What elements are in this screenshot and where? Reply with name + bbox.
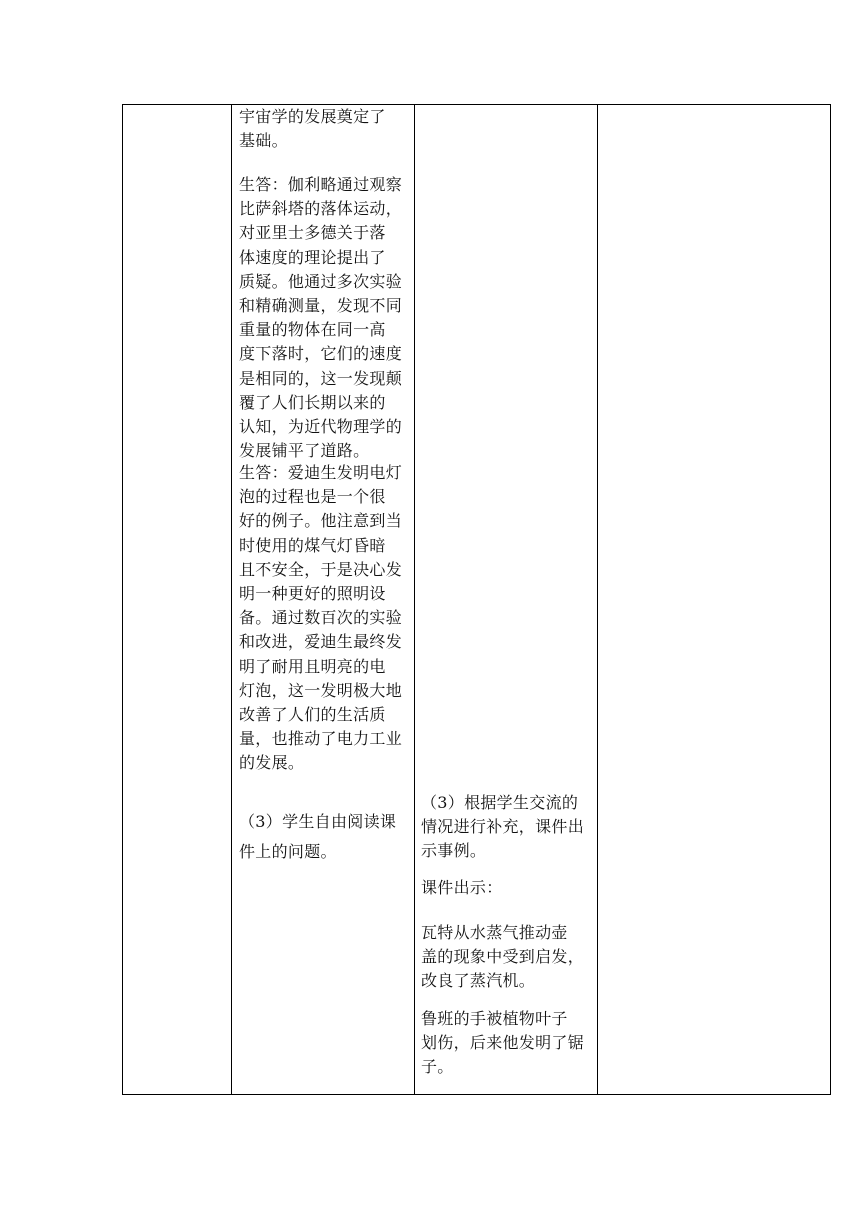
table-column-teacher-activity: [415, 105, 598, 1094]
student-answer-edison: 生答：爱迪生发明电灯 泡的过程也是一个很 好的例子。他注意到当 时使用的煤气灯昏暗 且不安全，于是决心发 明一种更好的照明设 备。通过数百次的实验 和改进，爱迪生最终发 明了耐用且明亮的电 灯泡，这一发明极大地 改善了人们的生活质 量，也推动了电力工业 的发展。: [239, 463, 403, 773]
teacher-supplement-text: （3）根据学生交流的 情况进行补充，课件出 示事例。: [421, 793, 585, 861]
example-luban: 鲁班的手被植物叶子 划伤，后来他发明了锯 子。: [421, 1009, 585, 1077]
lesson-plan-table: [122, 104, 831, 1095]
table-column-1: [123, 105, 232, 1094]
table-column-4: [598, 105, 830, 1094]
student-answer-galileo: 生答：伽利略通过观察 比萨斜塔的落体运动， 对亚里士多德关于落 体速度的理论提出了 质疑。他通过多次实验 和精确测量，发现不同 重量的物体在同一高 度下落时，它们的速度 是相同的，这一发现颠 覆了人们长期以来的 认知，为近代物理学的 发展铺平了道路。: [239, 175, 403, 461]
example-watt: 瓦特从水蒸气推动壶 盖的现象中受到启发， 改良了蒸汽机。: [421, 923, 585, 991]
table-column-student-activity: [232, 105, 415, 1094]
student-text-paragraph-1: 宇宙学的发展奠定了 基础。: [239, 107, 386, 151]
student-reading-task: （3）学生自由阅读课 件上的问题。: [239, 812, 397, 861]
courseware-show-label: 课件出示：: [421, 878, 503, 897]
